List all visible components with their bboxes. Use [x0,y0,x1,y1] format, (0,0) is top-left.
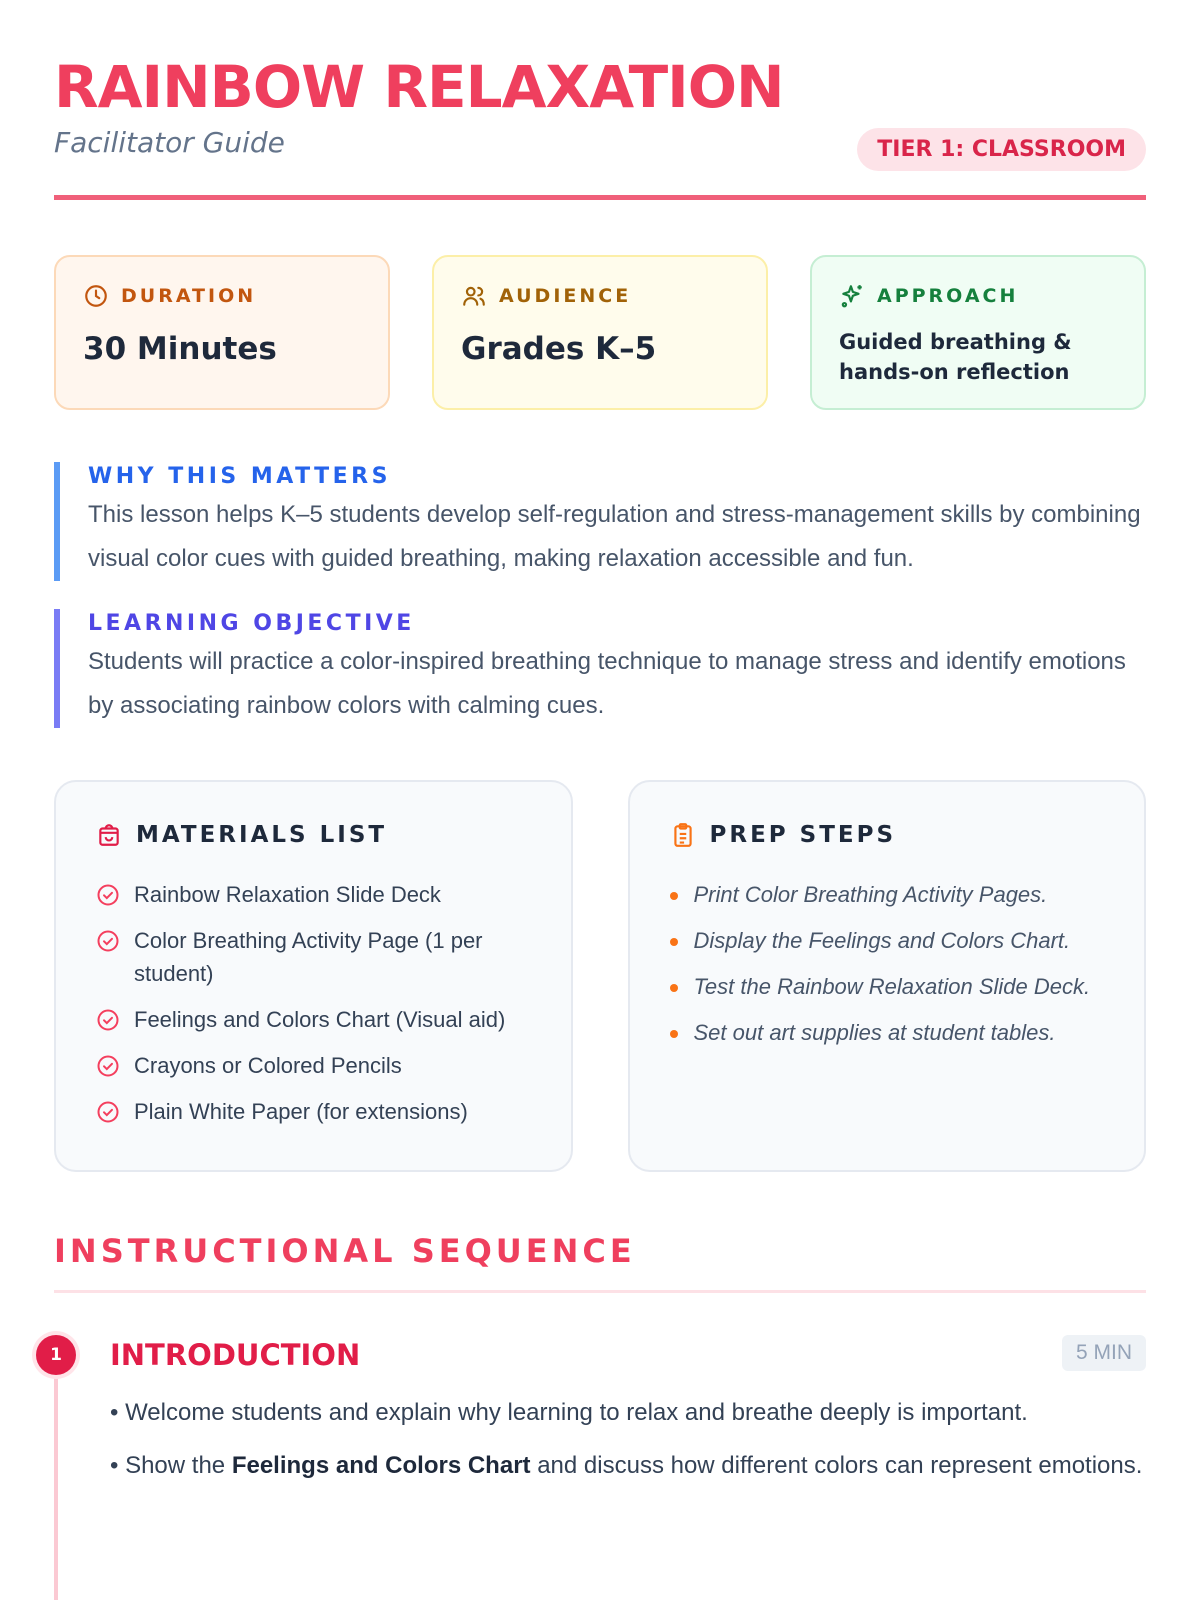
step-title: INTRODUCTION [110,1338,361,1372]
clock-icon [83,283,109,309]
bullet-dot-icon [670,1030,678,1038]
list-item [670,1016,1105,1049]
sparkles-icon [839,283,865,309]
why-heading: WHY THIS MATTERS [88,464,391,489]
material-text: Color Breathing Activity Page (1 per student) [134,928,483,986]
clipboard-icon [670,822,696,848]
step-duration-badge: 5 MIN [1062,1335,1146,1371]
material-text: Plain White Paper (for extensions) [134,1099,468,1124]
prep-step-text: Print Color Breathing Activity Pages. [693,882,1048,907]
list-item [670,970,1105,1003]
audience-label-row [461,283,739,309]
list-item [96,924,531,990]
why-this-matters-section [54,462,1146,581]
list-item [96,1095,531,1128]
duration-card [54,255,390,410]
duration-label-row [83,283,361,309]
material-text: Rainbow Relaxation Slide Deck [134,882,441,907]
page-subtitle: Facilitator Guide [54,126,285,159]
approach-label-row [839,283,1117,309]
bullet-dot-icon [670,892,678,900]
approach-label: APPROACH [877,285,1019,307]
check-circle-icon [96,1008,120,1032]
timeline-line [54,1355,58,1600]
shopping-bag-icon [96,822,122,848]
prep-steps-list [670,878,1105,1049]
instructional-sequence-heading: INSTRUCTIONAL SEQUENCE [54,1232,1146,1293]
why-body: This lesson helps K–5 students develop self-regulation and stress-management skills by combining visual color cues with guided breathing, making relaxation accessible and fun. [88,501,1141,572]
list-item [96,1003,531,1036]
check-circle-icon [96,929,120,953]
bold-term: Feelings and Colors Chart [231,1452,531,1479]
page-title: RAINBOW RELAXATION [54,53,784,121]
step-bullet [110,1446,1146,1485]
prep-heading: PREP STEPS [709,822,897,848]
check-circle-icon [96,1054,120,1078]
materials-heading-row [96,822,531,848]
audience-value: Grades K–5 [461,331,657,367]
bullet-dot-icon [670,938,678,946]
info-cards [54,255,1146,410]
approach-card [810,255,1146,410]
list-item [96,1049,531,1082]
list-item [670,924,1105,957]
list-item [670,878,1105,911]
prep-heading-row [670,822,1105,848]
audience-label: AUDIENCE [499,285,632,307]
audience-card [432,255,768,410]
bullet-suffix: and discuss how different colors can represent emotions. [530,1452,1143,1479]
check-circle-icon [96,1100,120,1124]
material-text: Crayons or Colored Pencils [134,1053,402,1078]
materials-panel [54,780,573,1172]
objective-body: Students will practice a color-inspired breathing technique to manage stress and identify emotions by associating rainbow colors with calming cues. [88,648,1126,719]
prep-step-text: Display the Feelings and Colors Chart. [693,928,1071,953]
learning-objective-section [54,609,1146,728]
prep-steps-panel [628,780,1147,1172]
materials-list [96,878,531,1128]
sequence-step-introduction [50,1335,1146,1485]
users-icon [461,283,487,309]
bullet-dot-icon [670,984,678,992]
duration-value: 30 Minutes [83,331,277,367]
check-circle-icon [96,883,120,907]
tier-badge: TIER 1: CLASSROOM [857,128,1146,171]
prep-step-text: Set out art supplies at student tables. [693,1020,1056,1045]
duration-label: DURATION [121,285,257,307]
approach-value: Guided breathing & hands-on reflection [839,330,1072,384]
list-item [96,878,531,911]
step-number-badge: 1 [36,1335,76,1375]
prep-step-text: Test the Rainbow Relaxation Slide Deck. [693,974,1091,999]
step-body [110,1393,1146,1485]
prep-panels [54,780,1146,1172]
materials-heading: MATERIALS LIST [136,822,388,848]
guide-header [54,0,1146,200]
step-bullet: • Welcome students and explain why learning to relax and breathe deeply is important. [110,1399,1028,1426]
objective-heading: LEARNING OBJECTIVE [88,611,415,636]
bullet-prefix: • Show the [110,1452,232,1479]
material-text: Feelings and Colors Chart (Visual aid) [134,1007,506,1032]
